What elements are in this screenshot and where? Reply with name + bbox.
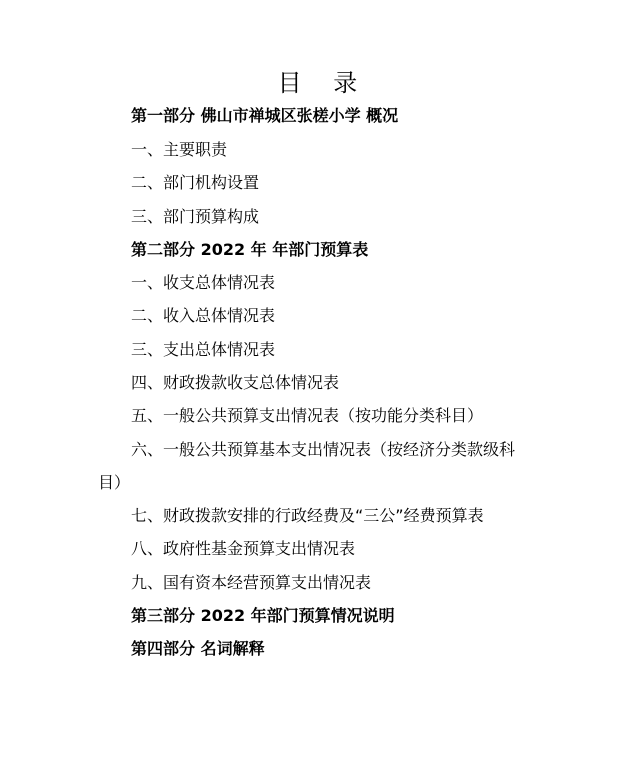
- toc-item-2-3: 三、支出总体情况表: [131, 340, 276, 359]
- toc-part-4: 第四部分 名词解释: [131, 639, 265, 658]
- toc-item-2-6-cont: 目）: [98, 473, 131, 492]
- toc-item-2-5: 五、一般公共预算支出情况表（按功能分类科目）: [131, 406, 484, 425]
- toc-part-3: 第三部分 2022 年部门预算情况说明: [131, 606, 395, 625]
- toc-item-2-4: 四、财政拨款收支总体情况表: [131, 373, 340, 392]
- toc-item-1-1: 一、主要职责: [131, 140, 228, 159]
- toc-item-2-9: 九、国有资本经营预算支出情况表: [131, 573, 372, 592]
- toc-part-1: 第一部分 佛山市禅城区张槎小学 概况: [131, 106, 399, 125]
- page-title: 目 录: [277, 69, 370, 97]
- toc-part-2: 第二部分 2022 年 年部门预算表: [131, 240, 369, 259]
- toc-item-2-7: 七、财政拨款安排的行政经费及“三公”经费预算表: [131, 506, 484, 525]
- toc-item-1-3: 三、部门预算构成: [131, 207, 260, 226]
- toc-item-2-2: 二、收入总体情况表: [131, 306, 276, 325]
- toc-item-2-1: 一、收支总体情况表: [131, 273, 276, 292]
- toc-item-1-2: 二、部门机构设置: [131, 173, 260, 192]
- toc-item-2-6: 六、一般公共预算基本支出情况表（按经济分类款级科: [131, 440, 516, 459]
- toc-item-2-8: 八、政府性基金预算支出情况表: [131, 539, 356, 558]
